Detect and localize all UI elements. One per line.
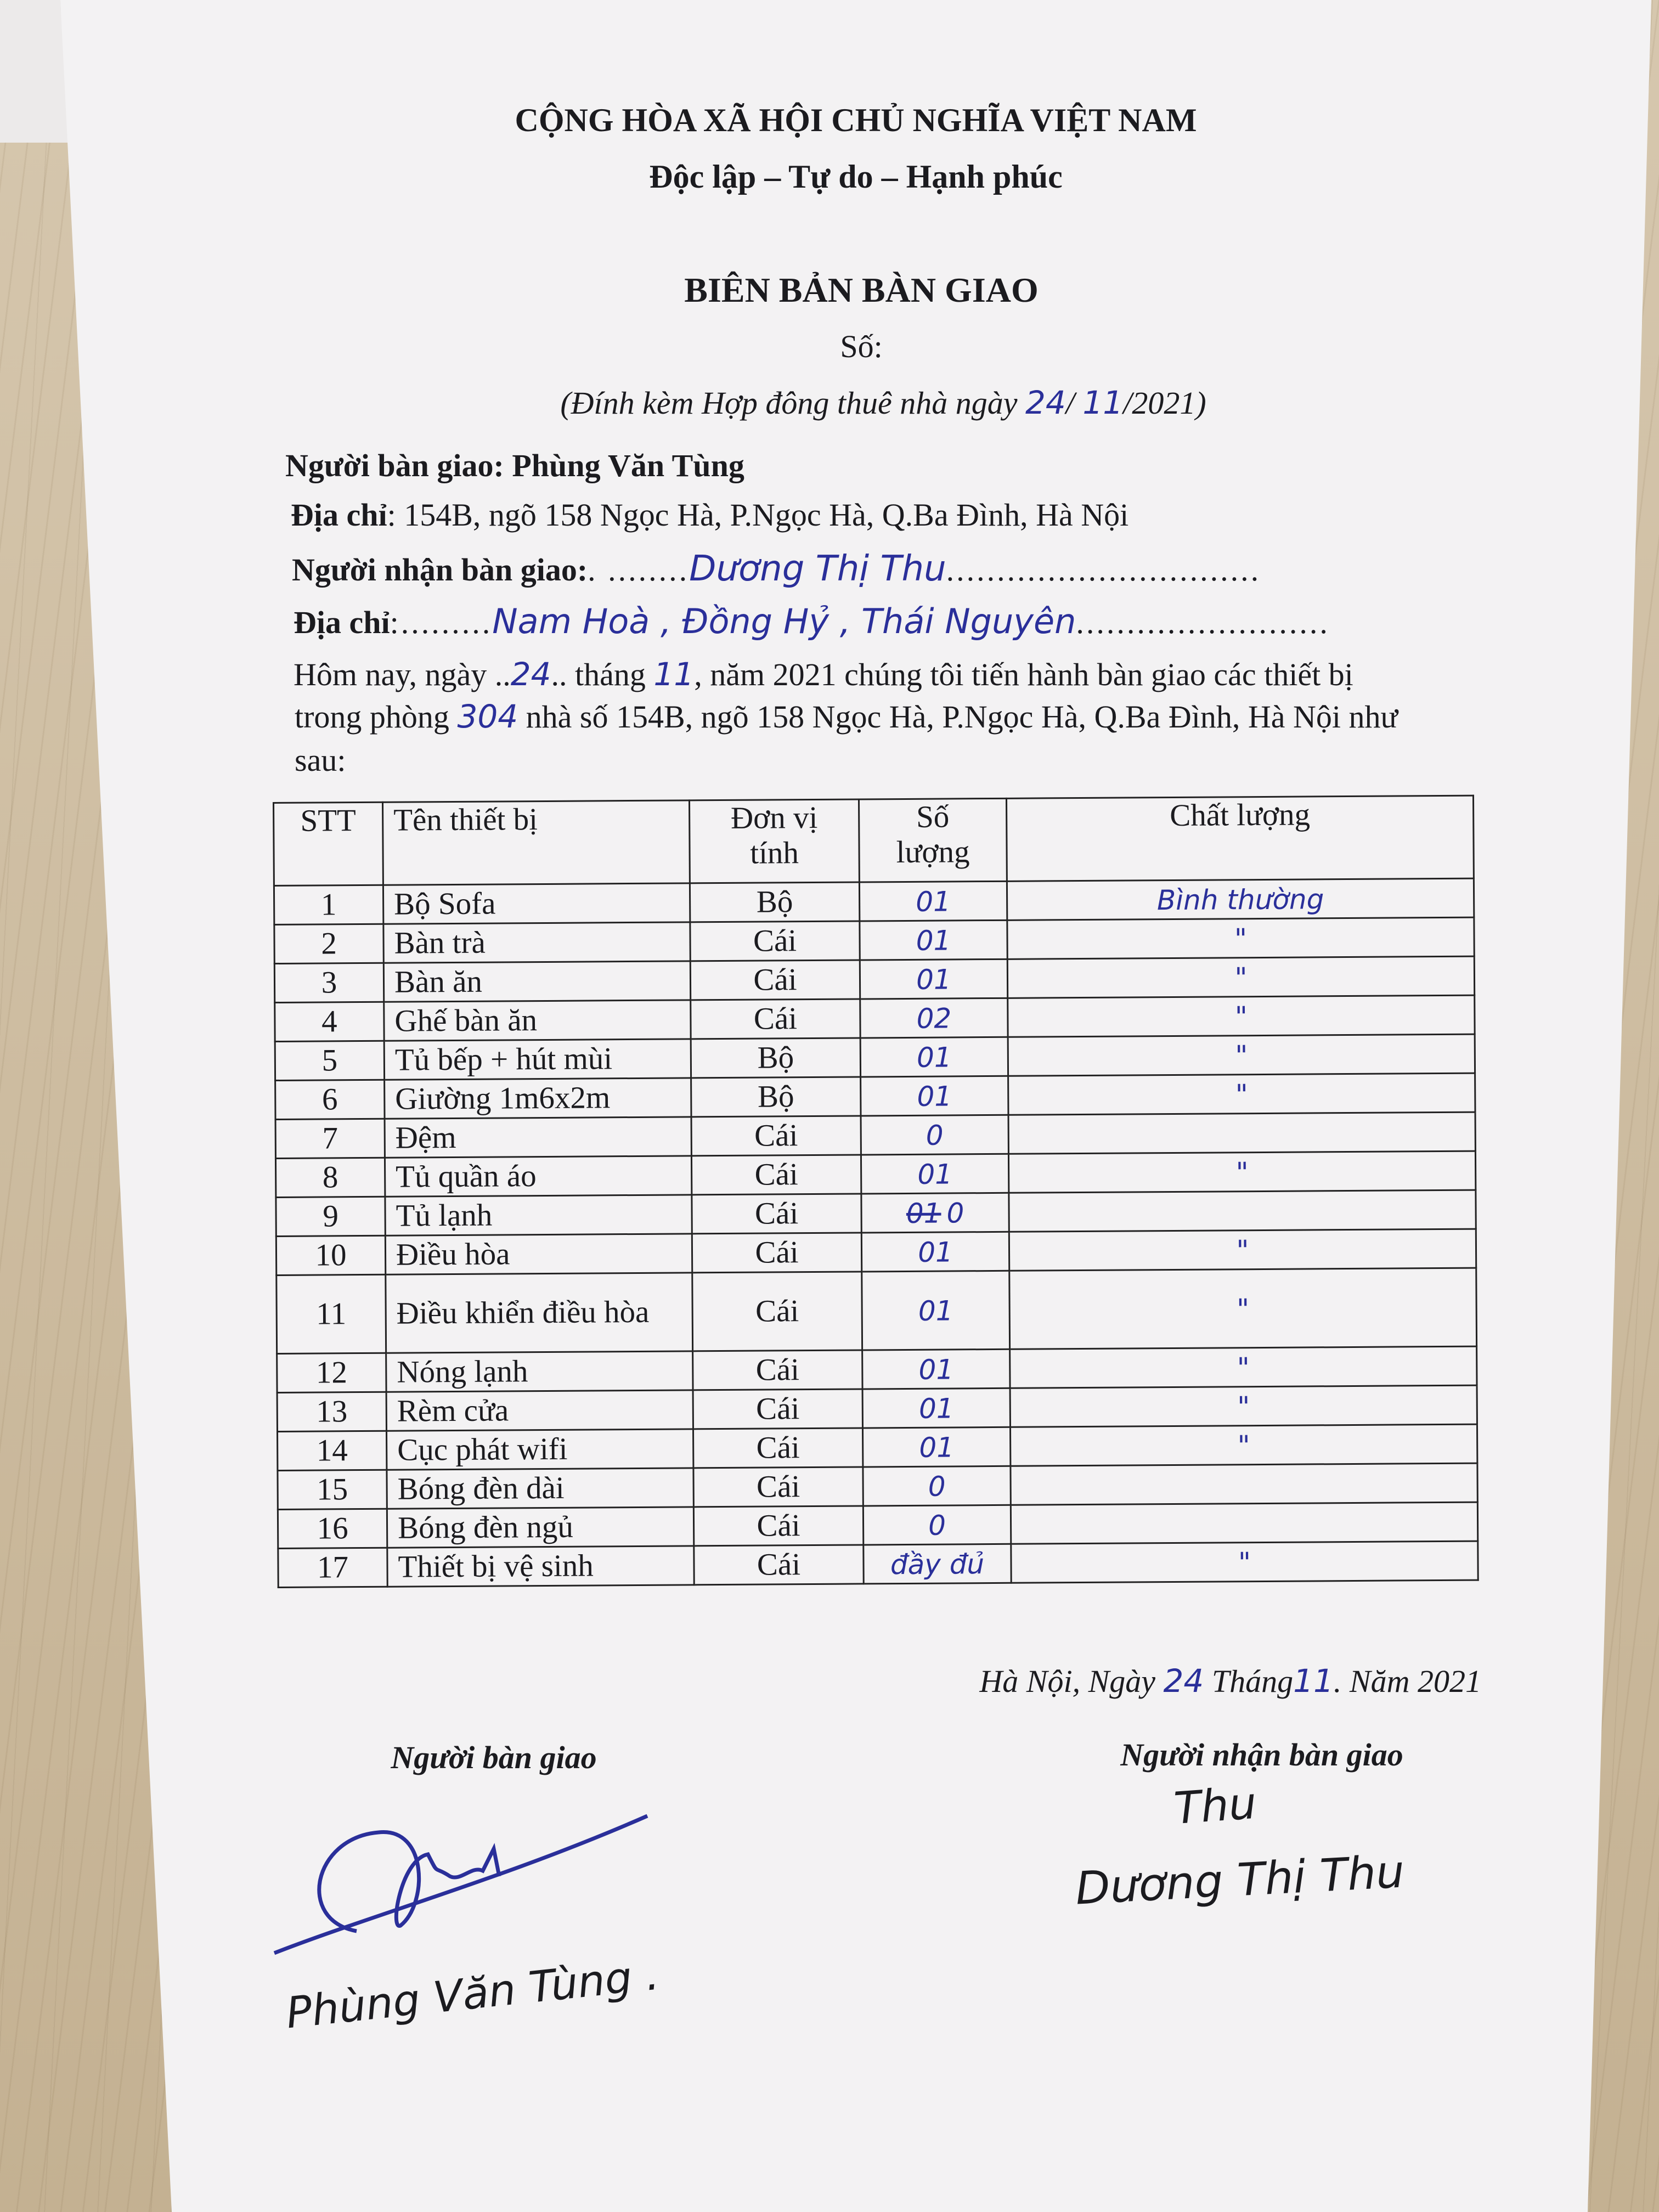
row-unit: Cái (693, 1467, 863, 1507)
giver-address-label: Địa chỉ (291, 497, 387, 533)
motto: Độc lập – Tự do – Hạnh phúc (649, 159, 1063, 195)
row-name: Điều khiển điều hòa (386, 1273, 693, 1353)
date-b: Tháng (1204, 1663, 1294, 1699)
row-name: Rèm cửa (386, 1390, 693, 1431)
table-row (276, 1229, 1476, 1275)
row-stt: 2 (274, 924, 383, 963)
row-quality-value: " (1238, 1546, 1251, 1578)
header-qty-line-2: lượng (896, 834, 970, 870)
table-row (275, 1112, 1475, 1158)
giver-line (285, 447, 744, 484)
row-stt: 16 (278, 1509, 387, 1548)
row-quality (1007, 956, 1474, 998)
document-title: BIÊN BẢN BÀN GIAO (684, 270, 1039, 309)
table-row (276, 1268, 1477, 1353)
row-quality-value: " (1235, 1156, 1249, 1188)
table-row (275, 1151, 1475, 1197)
intro-line-3: sau: (295, 742, 346, 778)
intro-p2-b: nhà số 154B, ngõ 158 Ngọc Hà, P.Ngọc Hà, Q.Ba Đình, Hà Nội như (518, 699, 1398, 735)
attachment-day: 24 (1025, 384, 1066, 421)
row-quality-value: " (1237, 1390, 1250, 1423)
republic-heading: CỘNG HÒA XÃ HỘI CHỦ NGHĨA VIỆT NAM (515, 102, 1197, 138)
row-unit: Bộ (691, 1077, 861, 1117)
row-name: Nóng lạnh (386, 1351, 693, 1392)
receiver-address-line (294, 601, 1330, 641)
receiver-name: Dương Thị Thu (689, 549, 946, 589)
row-qty (862, 1388, 1010, 1428)
row-name: Tủ bếp + hút mùi (384, 1039, 691, 1080)
table-row (278, 1541, 1478, 1587)
receiver-address-trail: ......................... (1076, 605, 1330, 640)
table-header-row (274, 795, 1474, 885)
row-quality (1009, 1190, 1476, 1232)
receiver-trail-dots: ............................... (946, 552, 1261, 588)
row-stt: 17 (278, 1548, 387, 1587)
header-unit-line-1: Đơn vị (730, 800, 818, 836)
row-qty-value: 01 (916, 1041, 952, 1074)
row-unit: Cái (693, 1506, 863, 1546)
row-unit: Cái (690, 921, 860, 961)
row-unit: Cái (693, 1389, 862, 1429)
row-qty-value: 01 (916, 885, 951, 918)
row-stt: 14 (278, 1431, 387, 1470)
row-unit: Cái (694, 1545, 864, 1585)
row-name: Ghế bàn ăn (384, 1000, 691, 1041)
row-qty-value: 01 (918, 1353, 954, 1386)
row-unit: Cái (692, 1272, 862, 1351)
row-qty (861, 1076, 1008, 1116)
table-row (278, 1502, 1477, 1548)
table-row (274, 917, 1474, 963)
row-stt: 13 (277, 1392, 386, 1431)
row-unit: Cái (693, 1428, 862, 1468)
intro-line-2 (295, 698, 1398, 735)
row-stt: 6 (275, 1080, 385, 1119)
row-qty (860, 1037, 1008, 1077)
row-quality (1008, 1034, 1475, 1076)
receiver-address-lead: :......... (390, 605, 493, 640)
row-name: Bóng đèn dài (387, 1468, 693, 1509)
row-qty (863, 1505, 1011, 1545)
row-qty-value: đầy đủ (890, 1548, 985, 1581)
receiver-sign-title: Người nhận bàn giao (1120, 1737, 1403, 1773)
table-row (278, 1424, 1477, 1470)
row-quality (1007, 917, 1474, 959)
row-quality-value: " (1234, 922, 1248, 955)
row-qty-value: 01 (918, 1235, 953, 1268)
row-qty (862, 1427, 1010, 1467)
row-quality-value: " (1235, 1039, 1248, 1071)
row-unit: Bộ (690, 882, 859, 922)
row-quality-value: " (1236, 1234, 1249, 1266)
receiver-address-label: Địa chỉ (294, 605, 390, 640)
row-qty-value: 01 (918, 1294, 953, 1327)
equipment-table-wrapper (273, 795, 1479, 1588)
header-quality: Chất lượng (1006, 795, 1474, 881)
row-name: Bộ Sofa (383, 883, 690, 924)
row-qty (861, 1154, 1008, 1194)
row-quality (1011, 1541, 1478, 1583)
document-number-label: Số: (840, 329, 883, 364)
table-row (277, 1385, 1477, 1431)
row-quality (1008, 1112, 1475, 1154)
row-quality-value: Bình thường (1156, 883, 1324, 916)
row-stt: 4 (275, 1002, 384, 1041)
row-unit: Cái (690, 960, 860, 1000)
row-unit: Cái (691, 1155, 861, 1195)
header-qty (859, 798, 1007, 882)
row-quality (1011, 1502, 1477, 1544)
receiver-line (292, 549, 1261, 589)
attachment-month: 11 (1082, 384, 1124, 421)
row-qty-value: 01 (916, 924, 951, 957)
intro-line-1 (294, 656, 1353, 693)
giver-signature-graphic (263, 1794, 680, 1970)
row-unit: Bộ (691, 1038, 860, 1078)
row-name: Thiết bị vệ sinh (387, 1546, 694, 1587)
intro-p1-c: , năm 2021 chúng tôi tiến hành bàn giao các thiết bị (694, 657, 1353, 692)
row-quality (1010, 1424, 1477, 1466)
row-qty-value: 0 (946, 1197, 964, 1229)
header-stt: STT (274, 802, 383, 885)
giver-sign-title: Người bàn giao (391, 1740, 597, 1775)
row-quality-value: " (1236, 1293, 1250, 1325)
attachment-sep: / (1065, 385, 1083, 421)
header-name: Tên thiết bị (383, 800, 690, 885)
row-name: Tủ quần áo (385, 1156, 691, 1197)
row-quality-value: " (1235, 1078, 1248, 1110)
row-qty (861, 1115, 1008, 1155)
row-unit: Cái (691, 999, 860, 1039)
date-c: . Năm 2021 (1333, 1663, 1481, 1699)
row-qty (864, 1544, 1011, 1584)
row-qty (861, 1193, 1009, 1233)
table-row (276, 1190, 1476, 1236)
row-qty-value: 0 (926, 1119, 944, 1152)
table-row (278, 1463, 1477, 1509)
row-stt: 5 (275, 1041, 384, 1080)
attachment-note (527, 384, 1240, 421)
row-qty (863, 1466, 1011, 1506)
row-quality (1009, 1268, 1477, 1349)
date-a: Hà Nội, Ngày (979, 1663, 1164, 1699)
table-row (275, 1073, 1475, 1119)
intro-p1-a: Hôm nay, ngày .. (294, 657, 511, 692)
row-quality-value: " (1237, 1429, 1250, 1462)
row-qty (860, 959, 1007, 999)
row-qty-value: 0 (928, 1509, 946, 1542)
row-stt: 1 (274, 885, 383, 924)
row-quality (1010, 1385, 1477, 1427)
intro-p1-b: .. tháng (551, 657, 654, 692)
row-unit: Cái (692, 1233, 861, 1273)
receiver-signed-name: Dương Thị Thu (1074, 1846, 1406, 1915)
attachment-prefix: (Đính kèm Hợp đông thuê nhà ngày (560, 385, 1025, 421)
row-stt: 9 (276, 1197, 385, 1236)
row-quality-value: " (1237, 1351, 1250, 1384)
row-unit: Cái (692, 1194, 861, 1234)
row-qty-value: 01 (919, 1431, 955, 1464)
row-qty (860, 998, 1008, 1038)
row-qty-value: 0 (928, 1470, 946, 1503)
intro-p2-a: trong phòng (295, 699, 458, 735)
date-month: 11 (1293, 1662, 1334, 1700)
row-name: Đệm (385, 1117, 691, 1158)
table-row (277, 1346, 1477, 1392)
row-name: Bàn trà (383, 922, 690, 963)
row-stt: 8 (275, 1158, 385, 1197)
row-stt: 11 (276, 1274, 386, 1353)
intro-month: 11 (653, 656, 695, 693)
row-stt: 12 (277, 1353, 386, 1392)
row-qty-value: 02 (916, 1002, 952, 1035)
row-qty (859, 881, 1007, 921)
table-row (274, 878, 1474, 924)
giver-label: Người bàn giao: (285, 448, 512, 483)
row-quality (1010, 1346, 1477, 1388)
row-name: Bóng đèn ngủ (387, 1507, 693, 1548)
row-stt: 10 (276, 1235, 385, 1275)
table-row (275, 995, 1475, 1041)
giver-signed-name: Phùng Văn Tùng . (284, 1950, 662, 2039)
row-qty-value: 01 (916, 963, 951, 996)
attachment-suffix: /2021) (1123, 385, 1206, 421)
row-unit: Cái (691, 1116, 861, 1156)
row-stt: 3 (274, 963, 383, 1002)
row-quality (1007, 878, 1474, 920)
row-qty (862, 1271, 1010, 1350)
row-qty (860, 920, 1007, 960)
row-quality-value: " (1234, 1000, 1248, 1032)
equipment-table (273, 795, 1479, 1588)
intro-day: 24 (510, 656, 551, 693)
row-name: Bàn ăn (383, 961, 690, 1002)
row-stt: 15 (278, 1470, 387, 1509)
header-unit (689, 799, 859, 883)
row-qty-value: 01 (918, 1392, 954, 1425)
row-name: Tủ lạnh (385, 1195, 692, 1235)
row-name: Điều hòa (385, 1234, 692, 1274)
row-quality (1008, 1151, 1475, 1193)
row-quality (1008, 1073, 1475, 1115)
receiver-label: Người nhận bàn giao: (292, 552, 588, 588)
row-quality-value: " (1234, 961, 1248, 994)
table-body (274, 878, 1478, 1587)
giver-name: Phùng Văn Tùng (512, 448, 744, 483)
date-day: 24 (1163, 1662, 1204, 1700)
row-name: Cục phát wifi (387, 1429, 693, 1470)
row-unit: Cái (693, 1350, 862, 1390)
row-stt: 7 (275, 1119, 385, 1158)
row-qty-value: 01 (917, 1158, 953, 1190)
table-row (274, 956, 1474, 1002)
header-unit-line-2: tính (750, 836, 799, 871)
receiver-address: Nam Hoà , Đồng Hỷ , Thái Nguyên (492, 601, 1076, 641)
header-qty-line-1: Số (916, 799, 950, 834)
giver-address-line (291, 496, 1128, 533)
receiver-lead-dots: . ........ (588, 552, 690, 588)
row-qty-struck: 01 (906, 1197, 941, 1229)
receiver-signature: Thu (1172, 1777, 1259, 1835)
row-quality (1009, 1229, 1476, 1271)
row-qty (861, 1232, 1009, 1272)
giver-address: : 154B, ngõ 158 Ngọc Hà, P.Ngọc Hà, Q.Ba Đình, Hà Nội (387, 497, 1129, 533)
row-qty (862, 1349, 1010, 1389)
table-row (275, 1034, 1475, 1080)
intro-room: 304 (457, 698, 518, 735)
row-quality (1011, 1463, 1477, 1505)
row-name: Giường 1m6x2m (385, 1078, 691, 1119)
row-quality (1008, 995, 1475, 1037)
row-qty-value: 01 (917, 1080, 952, 1113)
signing-date (933, 1662, 1481, 1700)
